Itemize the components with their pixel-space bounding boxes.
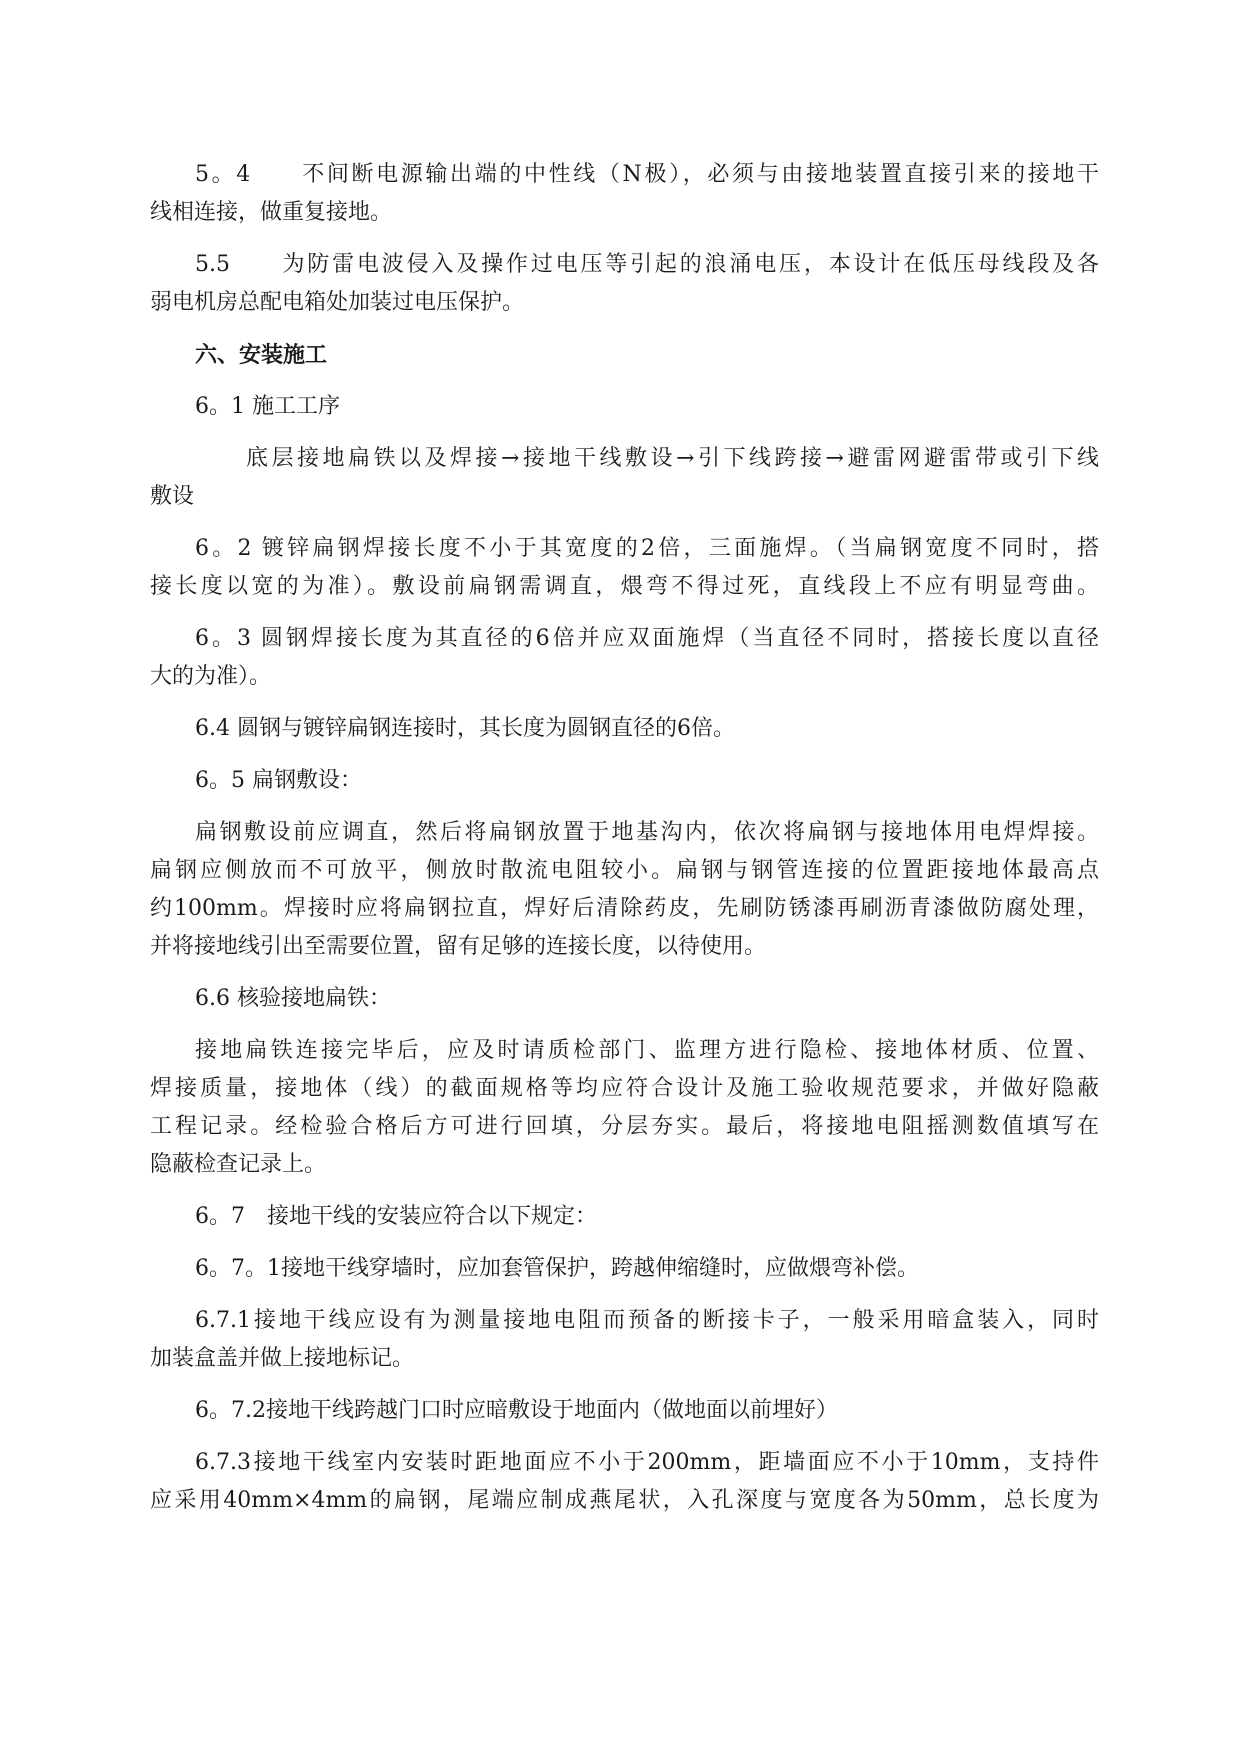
para-6-6-title: 6.6 核验接地扁铁： [195,986,391,1011]
para-6-5-line-4: 并将接地线引出至需要位置，留有足够的连接长度，以待使用。 [150,934,767,959]
para-6-7-3-line-2: 应采用40mm×4mm的扁钢，尾端应制成燕尾状，入孔深度与宽度各为50mm，总长度为 [150,1488,1099,1513]
para-6-4: 6.4 圆钢与镀锌扁钢连接时，其长度为圆钢直径的6倍。 [195,716,735,741]
para-6-2-line-2: 接长度以宽的为准）。敷设前扁钢需调直，煨弯不得过死，直线段上不应有明显弯曲。 [150,574,1099,599]
para-6-7-3-line-1: 6.7.3接地干线室内安装时距地面应不小于200mm，距墙面应不小于10mm，支持件 [195,1450,1099,1475]
para-6-1-title: 6。1 施工工序 [195,394,340,419]
para-6-6-line-1: 接地扁铁连接完毕后，应及时请质检部门、监理方进行隐检、接地体材质、位置、 [195,1038,1099,1063]
para-6-1-line-1: 底层接地扁铁以及焊接→接地干线敷设→引下线跨接→避雷网避雷带或引下线 [246,446,1099,471]
para-6-2-line-1: 6。2 镀锌扁钢焊接长度不小于其宽度的2倍，三面施焊。（当扁钢宽度不同时，搭 [195,536,1099,561]
para-6-7-1a: 6。7。1接地干线穿墙时，应加套管保护，跨越伸缩缝时，应做煨弯补偿。 [195,1256,919,1281]
para-6-6-line-2: 焊接质量，接地体（线）的截面规格等均应符合设计及施工验收规范要求，并做好隐蔽 [150,1076,1099,1101]
para-6-7-title: 6。7 接地干线的安装应符合以下规定： [195,1204,597,1229]
para-6-7-1b-line-1: 6.7.1接地干线应设有为测量接地电阻而预备的断接卡子，一般采用暗盒装入，同时 [195,1308,1099,1333]
para-5-5-line-2: 弱电机房总配电箱处加装过电压保护。 [150,290,525,315]
para-6-5-line-2: 扁钢应侧放而不可放平，侧放时散流电阻较小。扁钢与钢管连接的位置距接地体最高点 [150,858,1099,883]
para-5-4-line-1: 5。4 不间断电源输出端的中性线（N极），必须与由接地装置直接引来的接地干 [195,162,1099,187]
para-6-1-line-2: 敷设 [150,484,195,509]
para-6-7-2: 6。7.2接地干线跨越门口时应暗敷设于地面内（做地面以前埋好） [195,1398,838,1423]
para-6-6-line-4: 隐蔽检查记录上。 [150,1152,327,1177]
para-6-6-line-3: 工程记录。经检验合格后方可进行回填，分层夯实。最后，将接地电阻摇测数值填写在 [150,1114,1099,1139]
section-heading: 六、安装施工 [195,342,328,368]
para-5-4-line-2: 线相连接，做重复接地。 [150,200,393,225]
para-6-5-line-1: 扁钢敷设前应调直，然后将扁钢放置于地基沟内，依次将扁钢与接地体用电焊焊接。 [195,820,1099,845]
para-6-5-line-3: 约100mm。焊接时应将扁钢拉直，焊好后清除药皮，先刷防锈漆再刷沥青漆做防腐处理， [150,896,1099,921]
para-6-7-1b-line-2: 加装盒盖并做上接地标记。 [150,1346,415,1371]
para-6-5-title: 6。5 扁钢敷设： [195,768,362,793]
para-5-5-line-1: 5.5 为防雷电波侵入及操作过电压等引起的浪涌电压，本设计在低压母线段及各 [195,252,1099,277]
para-6-3-line-1: 6。3 圆钢焊接长度为其直径的6倍并应双面施焊（当直径不同时，搭接长度以直径 [195,626,1099,651]
para-6-3-line-2: 大的为准）。 [150,664,272,689]
